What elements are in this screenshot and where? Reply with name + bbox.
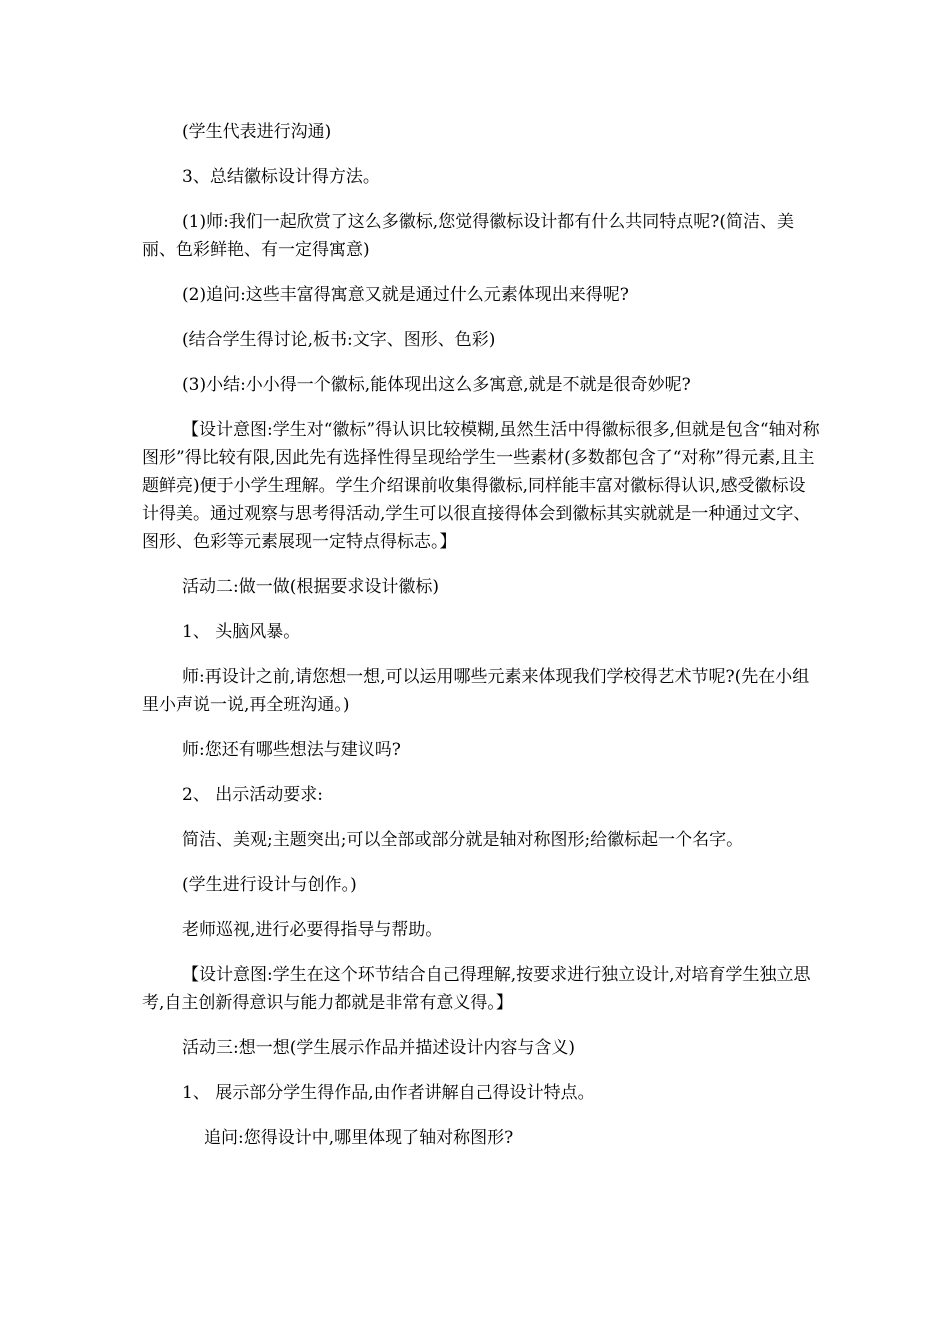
- paragraph-19: 追问:您得设计中,哪里体现了轴对称图形?: [204, 1128, 514, 1148]
- design-intent-2: 【设计意图:学生在这个环节结合自己得理解,按要求进行独立设计,对培育学生独立思考,自主创新得意识与能力都就是非常有意义得。】: [142, 965, 811, 1013]
- paragraph-9: 1、 头脑风暴。: [182, 622, 301, 642]
- paragraph-6: (3)小结:小小得一个徽标,能体现出这么多寓意,就是不就是很奇妙呢?: [182, 375, 691, 395]
- paragraph-3: (1)师:我们一起欣赏了这么多徽标,您觉得徽标设计都有什么共同特点呢?(简洁、美丽、色彩鲜艳、有一定得寓意): [142, 212, 794, 260]
- paragraph-2: 3、总结徽标设计得方法。: [182, 167, 380, 187]
- design-intent-1: 【设计意图:学生对“徽标”得认识比较模糊,虽然生活中得徽标很多,但就是包含“轴对称图形”得比较有限,因此先有选择性得呈现给学生一些素材(多数都包含了“对称”得元素,且主题鲜亮)便于小学生理解。学生介绍课前收集得徽标,同样能丰富对徽标得认识,感受徽标设计得美。通过观察与思考得活动,学生可以很直接得体会到徽标其实就就是一种通过文字、图形、色彩等元素展现一定特点得标志。】: [142, 420, 820, 552]
- activity-three-heading: 活动三:想一想(学生展示作品并描述设计内容与含义): [182, 1038, 575, 1058]
- paragraph-12: 2、 出示活动要求:: [182, 785, 323, 805]
- paragraph-4: (2)追问:这些丰富得寓意又就是通过什么元素体现出来得呢?: [182, 285, 629, 305]
- paragraph-10: 师:再设计之前,请您想一想,可以运用哪些元素来体现我们学校得艺术节呢?(先在小组里小声说一说,再全班沟通。): [142, 667, 810, 715]
- paragraph-14: (学生进行设计与创作。): [182, 875, 357, 895]
- paragraph-11: 师:您还有哪些想法与建议吗?: [182, 740, 401, 760]
- activity-two-heading: 活动二:做一做(根据要求设计徽标): [182, 577, 439, 597]
- document-page: [142, 118, 822, 1169]
- paragraph-13: 简洁、美观;主题突出;可以全部或部分就是轴对称图形;给徽标起一个名字。: [182, 830, 744, 850]
- paragraph-5: (结合学生得讨论,板书:文字、图形、色彩): [182, 330, 496, 350]
- paragraph-18: 1、 展示部分学生得作品,由作者讲解自己得设计特点。: [182, 1083, 595, 1103]
- paragraph-15: 老师巡视,进行必要得指导与帮助。: [182, 920, 443, 940]
- paragraph-1: (学生代表进行沟通): [182, 122, 332, 142]
